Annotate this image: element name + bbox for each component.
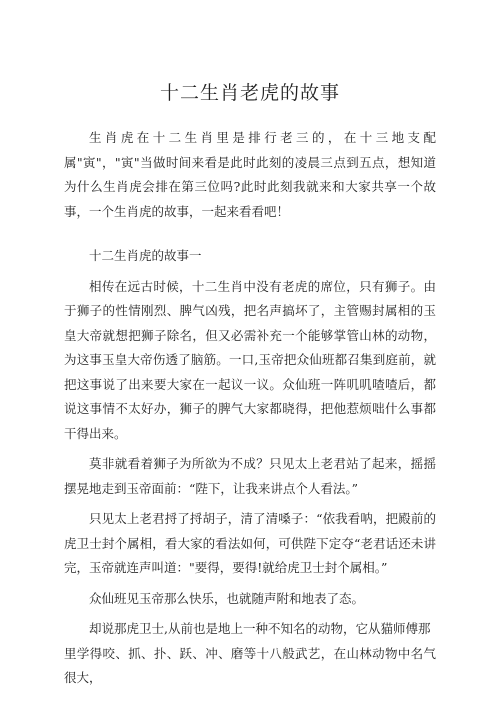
body-paragraph: 相传在远古时候，十二生肖中没有老虎的席位，只有狮子。由于狮子的性情刚烈、脾气凶残，把名声搞坏了，主管赐封属相的玉皇大帝就想把狮子除名，但又必需补充一个能够掌管山林的动物，为这事玉皇大帝伤透了脑筋。一口,玉帝把众仙班都召集到庭前，就把这事说了出来要大家在一起议一议。众仙班一阵叽叽喳喳后，都说这事情不太好办，狮子的脾气大家都晓得，把他惹烦咄什么事都干得出来。	[64, 278, 436, 441]
body-paragraph-continuation: 里学得咬、抓、扑、跃、冲、磨等十八般武艺，在山林动物中名气很大，	[64, 645, 436, 685]
document-body	[64, 126, 436, 691]
body-paragraph: 莫非就看着狮子为所欲为不成？只见太上老君站了起来，摇摇摆晃地走到玉帝面前：“陛下，让我来讲点个人看法。”	[64, 456, 436, 496]
body-paragraph: 却说那虎卫士,从前也是地上一种不知名的动物，它从猫师傅那	[89, 621, 431, 636]
body-paragraph: 众仙班见玉帝那么快乐，也就随声附和地表了态。	[89, 590, 365, 606]
document-title: 十二生肖老虎的故事	[159, 82, 340, 104]
body-paragraph: 只见太上老君捋了捋胡子，清了清嗓子：“依我看呐，把殿前的虎卫士封个属相，看大家的看法如何，可供陛下定夺“老君话还未讲完，玉帝就连声叫道："要得，要得!就给虎卫士封个属相。”	[64, 511, 436, 575]
section-heading: 十二生肖虎的故事一	[89, 248, 202, 263]
intro-paragraph: 生肖虎在十二生肖里是排行老三的，在十三地支配属"寅"，"寅"当做时间来看是此时此刻的凌晨三点到五点，想知道为什么生肖虎会排在第三位吗?此时此刻我就来和大家共享一个故事，一个生肖虎的故事，一起来看看吧！	[64, 130, 436, 219]
